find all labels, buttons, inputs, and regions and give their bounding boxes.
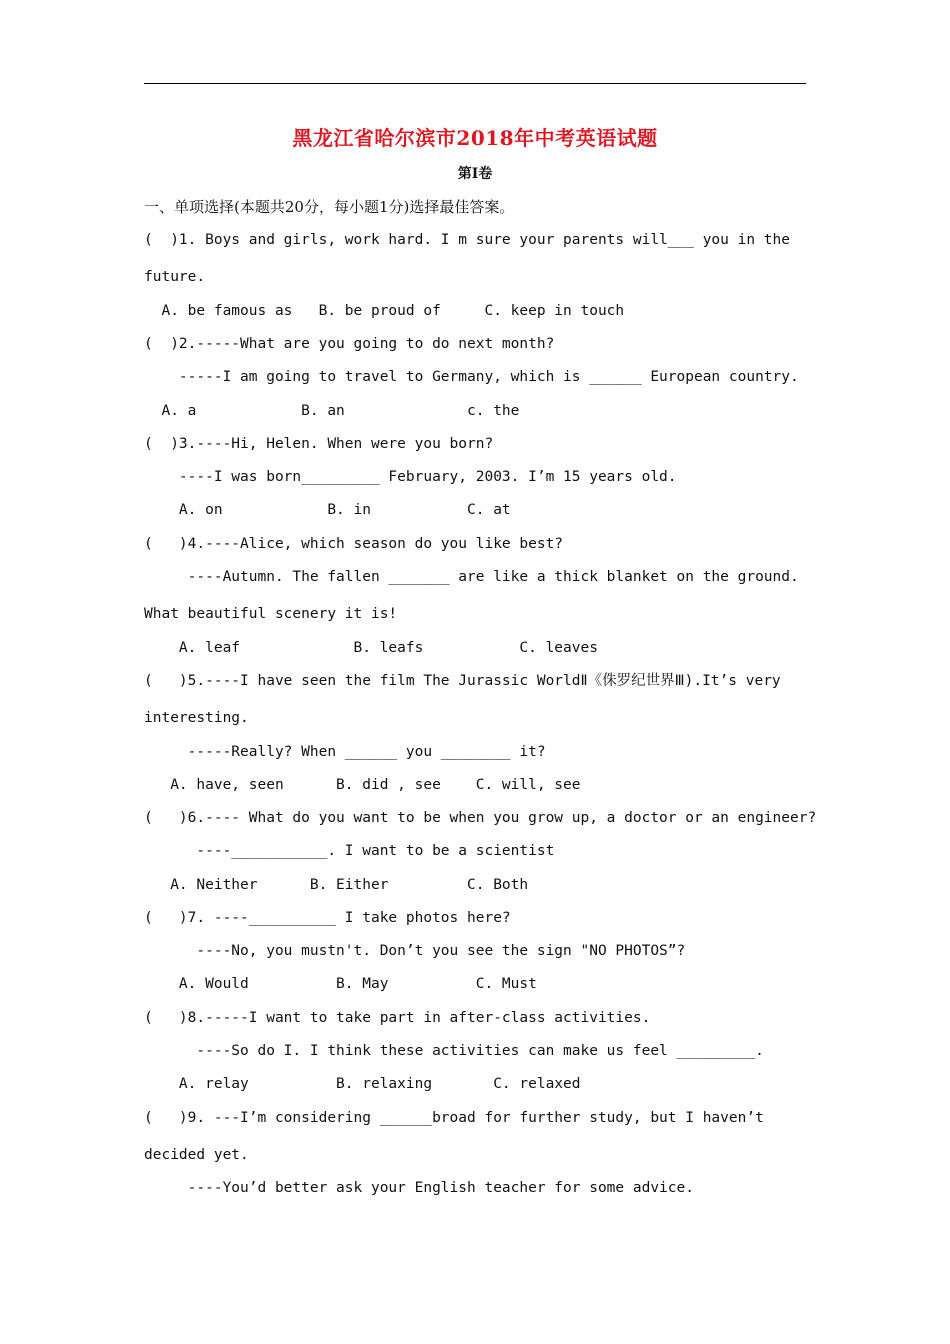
question-line: future. [144,269,206,285]
option-line: A. be famous as B. be proud of C. keep in touch [144,303,625,319]
dialogue-line: ----___________. I want to be a scientist [144,843,555,859]
option-line: A. Would B. May C. Must [144,976,537,992]
question-line: ( )6.---- What do you want to be when you grow up, a doctor or an engineer? [144,810,817,826]
dialogue-line: -----Really? When ______ you ________ it? [144,744,546,760]
dialogue-line: -----I am going to travel to Germany, which is ______ European country. [144,369,799,385]
dialogue-line: ----I was born_________ February, 2003. I’m 15 years old. [144,469,677,485]
question-line: ( )4.----Alice, which season do you like best? [144,536,564,552]
question-line: decided yet. [144,1147,249,1163]
question-line: ( )2.-----What are you going to do next month? [144,336,555,352]
question-line: ( )1. Boys and girls, work hard. I m sure your parents will___ you in the [144,232,791,248]
section-instruction: 一、单项选择(本题共20分，每小题1分)选择最佳答案。 [144,198,515,216]
header-rule [144,83,806,84]
question-line: ( )7. ----__________ I take photos here? [144,910,511,926]
question-line: What beautiful scenery it is! [144,606,398,622]
dialogue-line: ----Autumn. The fallen _______ are like a thick blanket on the ground. [144,569,799,585]
dialogue-line: ----You’d better ask your English teacher for some advice. [144,1180,694,1196]
question-line: interesting. [144,710,249,726]
volume-label: 第Ⅰ卷 [457,166,493,182]
question-line: ( )5.----I have seen the film The Jurassic WorldⅡ《侏罗纪世界Ⅲ).It’s very [144,673,781,689]
option-line: A. have, seen B. did , see C. will, see [144,777,581,793]
option-line: A. a B. an c. the [144,403,520,419]
dialogue-line: ----No, you mustn't. Don’t you see the sign "NO PHOTOS”? [144,943,686,959]
option-line: A. Neither B. Either C. Both [144,877,529,893]
option-line: A. on B. in C. at [144,502,511,518]
exam-title: 黑龙江省哈尔滨市2018年中考英语试题 [292,126,658,150]
question-line: ( )3.----Hi, Helen. When were you born? [144,436,494,452]
option-line: A. leaf B. leafs C. leaves [144,640,598,656]
dialogue-line: ----So do I. I think these activities can make us feel _________. [144,1043,764,1059]
question-line: ( )9. ---I’m considering ______broad for further study, but I haven’t [144,1110,764,1126]
option-line: A. relay B. relaxing C. relaxed [144,1076,581,1092]
question-line: ( )8.-----I want to take part in after-class activities. [144,1010,651,1026]
